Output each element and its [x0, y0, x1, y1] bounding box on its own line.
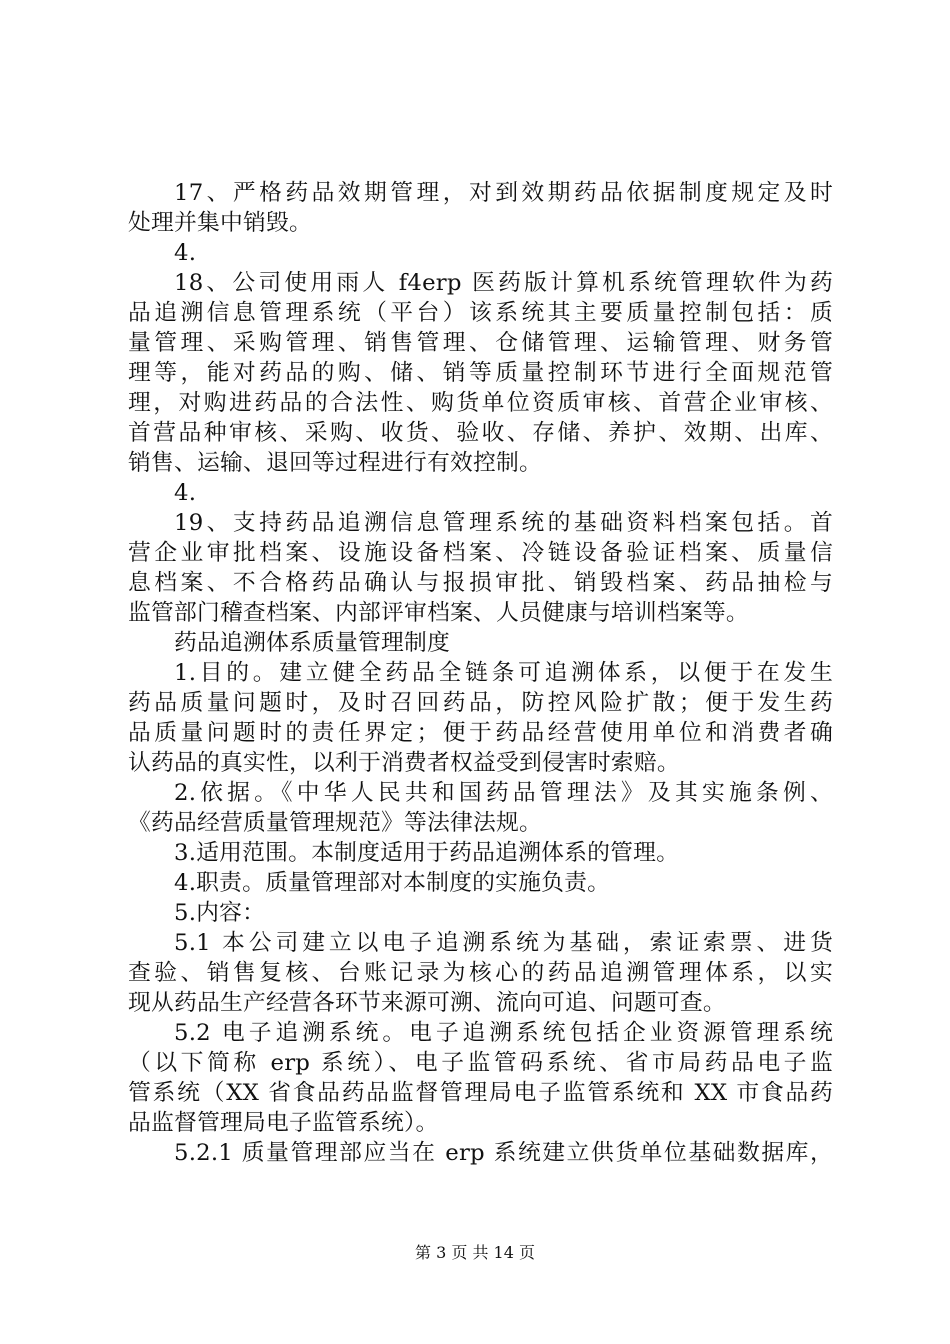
- text-line: （以下简称 erp 系统）、电子监管码系统、省市局药品电子监: [128, 1050, 833, 1076]
- text-line: 理，对购进药品的合法性、购货单位资质审核、首营企业审核、: [128, 390, 833, 416]
- text-line: 量管理、采购管理、销售管理、仓储管理、运输管理、财务管: [128, 330, 833, 356]
- page-number: 第 3 页 共 14 页: [415, 1243, 535, 1262]
- text-line: 息档案、不合格药品确认与报损审批、销毁档案、药品抽检与: [128, 570, 833, 596]
- text-line: 药品追溯体系质量管理制度: [174, 630, 450, 656]
- document-body: [128, 178, 833, 1168]
- text-line: 5.2.1 质量管理部应当在 erp 系统建立供货单位基础数据库，: [174, 1140, 833, 1166]
- text-line: 认药品的真实性，以利于消费者权益受到侵害时索赔。: [128, 750, 680, 776]
- text-line: 5.2 电子追溯系统。电子追溯系统包括企业资源管理系统: [174, 1020, 833, 1046]
- text-line: 现从药品生产经营各环节来源可溯、流向可追、问题可查。: [128, 990, 726, 1016]
- text-line: 药品质量问题时，及时召回药品，防控风险扩散；便于发生药: [128, 690, 833, 716]
- text-line: 4.: [174, 240, 197, 266]
- page-footer: [0, 1243, 950, 1263]
- text-line: 《药品经营质量管理规范》等法律法规。: [128, 810, 542, 836]
- text-line: 品质量问题时的责任界定；便于药品经营使用单位和消费者确: [128, 720, 833, 746]
- text-line: 品监督管理局电子监管系统）。: [128, 1110, 439, 1136]
- text-line: 5.内容：: [174, 900, 266, 926]
- text-line: 查验、销售复核、台账记录为核心的药品追溯管理体系，以实: [128, 960, 833, 986]
- text-line: 5.1 本公司建立以电子追溯系统为基础，索证索票、进货: [174, 930, 833, 956]
- text-line: 首营品种审核、采购、收货、验收、存储、养护、效期、出库、: [128, 420, 833, 446]
- text-line: 4.职责。质量管理部对本制度的实施负责。: [174, 870, 611, 896]
- text-line: 处理并集中销毁。: [128, 210, 312, 236]
- text-line: 18、公司使用雨人 f4erp 医药版计算机系统管理软件为药: [174, 270, 833, 296]
- text-line: 2.依据。《中华人民共和国药品管理法》及其实施条例、: [174, 780, 833, 806]
- text-line: 销售、运输、退回等过程进行有效控制。: [128, 450, 542, 476]
- text-line: 17、严格药品效期管理，对到效期药品依据制度规定及时: [174, 180, 833, 206]
- text-line: 品追溯信息管理系统（平台）该系统其主要质量控制包括：质: [128, 300, 833, 326]
- text-line: 1.目的。建立健全药品全链条可追溯体系，以便于在发生: [174, 660, 833, 686]
- text-line: 4.: [174, 480, 197, 506]
- text-line: 监管部门稽查档案、内部评审档案、人员健康与培训档案等。: [128, 600, 749, 626]
- text-line: 管系统（XX 省食品药品监督管理局电子监管系统和 XX 市食品药: [128, 1080, 833, 1106]
- text-line: 3.适用范围。本制度适用于药品追溯体系的管理。: [174, 840, 680, 866]
- text-line: 理等，能对药品的购、储、销等质量控制环节进行全面规范管: [128, 360, 833, 386]
- text-line: 营企业审批档案、设施设备档案、冷链设备验证档案、质量信: [128, 540, 833, 566]
- text-line: 19、支持药品追溯信息管理系统的基础资料档案包括。首: [174, 510, 833, 536]
